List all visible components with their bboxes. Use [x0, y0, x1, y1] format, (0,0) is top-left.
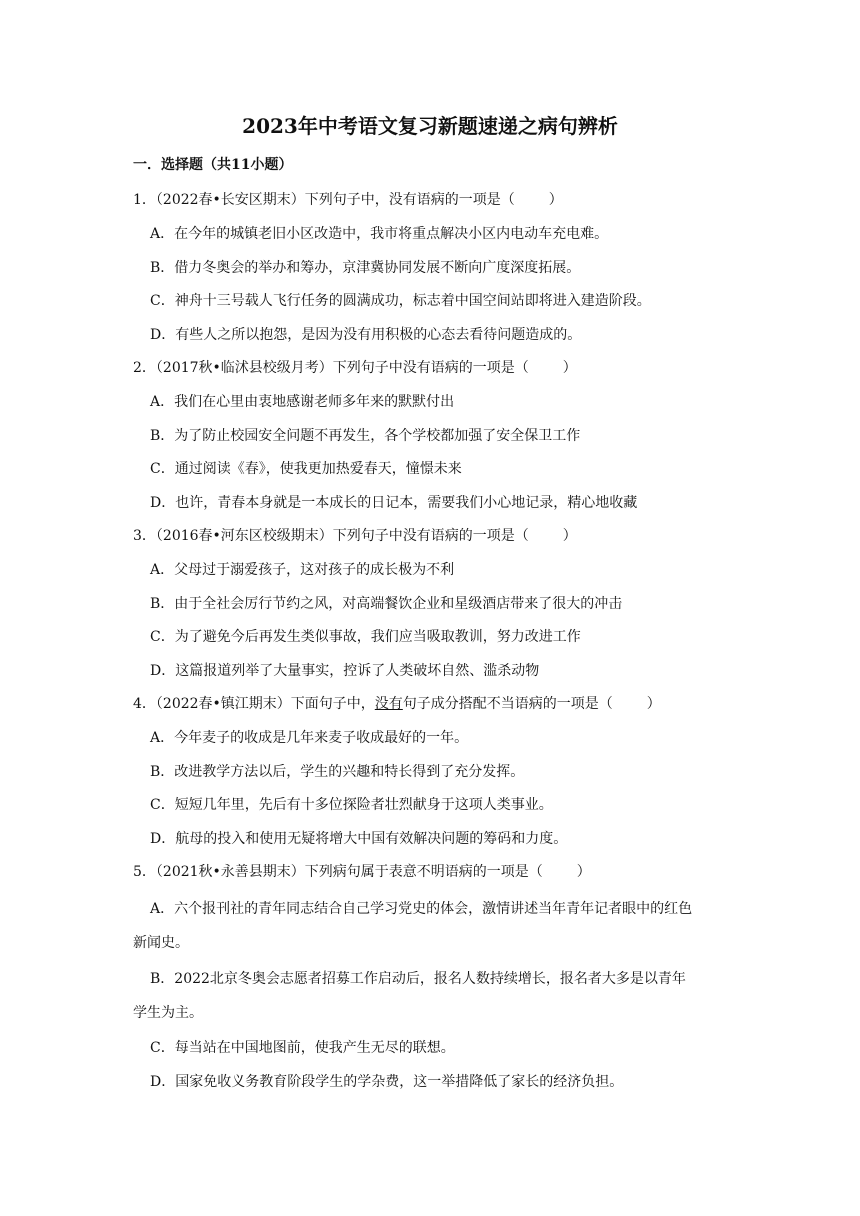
question-4-option-b: B．改进教学方法以后，学生的兴趣和特长得到了充分发挥。 — [150, 764, 525, 780]
answer-paren-close: ） — [576, 864, 591, 880]
question-5-option-a-line-2: 新闻史。 — [133, 935, 189, 951]
answer-paren-close: ） — [646, 696, 661, 712]
question-3-option-a: A．父母过于溺爱孩子，这对孩子的成长极为不利 — [150, 562, 455, 578]
question-5-stem — [133, 862, 591, 882]
question-3-option-c: C．为了避免今后再发生类似事故，我们应当吸取教训，努力改进工作 — [150, 629, 581, 645]
question-3-option-b: B．由于全社会厉行节约之风，对高端餐饮企业和星级酒店带来了很大的冲击 — [150, 596, 623, 612]
question-4-text-end: 句子成分搭配不当语病的一项是 — [402, 696, 599, 712]
answer-paren-open: （ — [514, 528, 529, 544]
question-5-option-b-line-2: 学生为主。 — [133, 1005, 203, 1021]
question-4-option-a: A．今年麦子的收成是几年来麦子收成最好的一年。 — [150, 730, 469, 746]
question-1-stem — [133, 190, 563, 210]
question-2-option-b: B．为了防止校园安全问题不再发生，各个学校都加强了安全保卫工作 — [150, 428, 581, 444]
question-4-stem — [133, 694, 661, 714]
question-5-option-d: D．国家免收义务教育阶段学生的学杂费，这一举措降低了家长的经济负担。 — [150, 1074, 624, 1090]
question-3-stem — [133, 526, 577, 546]
question-1-option-b: B．借力冬奥会的举办和筹办，京津冀协同发展不断向广度深度拓展。 — [150, 260, 581, 276]
answer-paren-close: ） — [562, 360, 577, 376]
answer-paren-open: （ — [514, 360, 529, 376]
answer-paren-open: （ — [528, 864, 543, 880]
question-1-option-c: C．神舟十三号载人飞行任务的圆满成功，标志着中国空间站即将进入建造阶段。 — [150, 293, 651, 309]
answer-paren-open: （ — [598, 696, 613, 712]
question-5-option-a-line-1: A．六个报刊社的青年同志结合自己学习党史的体会，激情讲述当年青年记者眼中的红色 — [150, 901, 693, 917]
document-title: 2023年中考语文复习新题速递之病句辨析 — [242, 114, 618, 138]
question-3-option-d: D．这篇报道列举了大量事实，控诉了人类破坏自然、滥杀动物 — [150, 663, 540, 679]
question-1-option-d: D．有些人之所以抱怨，是因为没有用积极的心态去看待问题造成的。 — [150, 327, 582, 343]
question-2-text: 2．（2017秋•临沭县校级月考）下列句子中没有语病的一项是 — [133, 360, 515, 376]
question-2-stem — [133, 358, 577, 378]
question-4-option-c: C．短短几年里，先后有十多位探险者壮烈献身于这项人类事业。 — [150, 797, 553, 813]
question-4-underlined-word: 没有 — [374, 696, 403, 712]
question-4-text-start: 4．（2022春•镇江期末）下面句子中， — [133, 696, 375, 712]
question-1-text: 1．（2022春•长安区期末）下列句子中，没有语病的一项是 — [133, 192, 501, 208]
answer-paren-close: ） — [548, 192, 563, 208]
answer-paren-open: （ — [500, 192, 515, 208]
question-1-option-a: A．在今年的城镇老旧小区改造中，我市将重点解决小区内电动车充电难。 — [150, 226, 609, 242]
answer-paren-close: ） — [562, 528, 577, 544]
section-heading: 一．选择题（共11小题） — [133, 157, 293, 173]
question-5-option-b-line-1: B．2022北京冬奥会志愿者招募工作启动后，报名人数持续增长，报名者大多是以青年 — [150, 971, 686, 987]
question-5-option-c: C．每当站在中国地图前，使我产生无尽的联想。 — [150, 1040, 455, 1056]
question-2-option-a: A．我们在心里由衷地感谢老师多年来的默默付出 — [150, 394, 455, 410]
question-5-text: 5．（2021秋•永善县期末）下列病句属于表意不明语病的一项是 — [133, 864, 529, 880]
question-3-text: 3．（2016春•河东区校级期末）下列句子中没有语病的一项是 — [133, 528, 515, 544]
question-2-option-c: C．通过阅读《春》，使我更加热爱春天，憧憬未来 — [150, 461, 462, 477]
question-4-option-d: D．航母的投入和使用无疑将增大中国有效解决问题的筹码和力度。 — [150, 831, 568, 847]
question-2-option-d: D．也许，青春本身就是一本成长的日记本，需要我们小心地记录，精心地收藏 — [150, 495, 638, 511]
